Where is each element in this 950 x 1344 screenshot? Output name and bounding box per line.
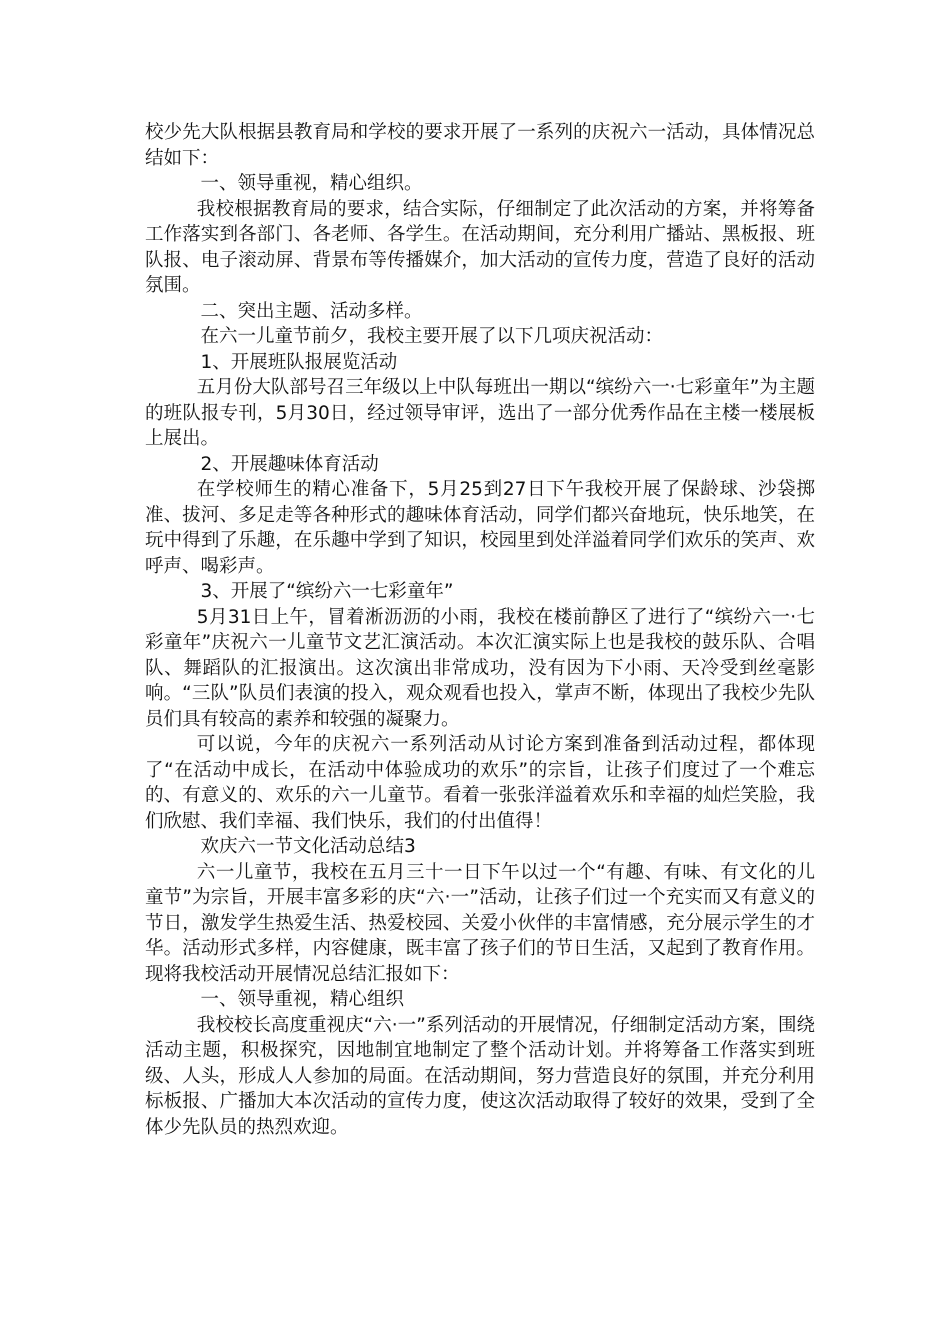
section-heading: 欢庆六一节文化活动总结3 [200, 836, 416, 857]
paragraph: 五月份大队部号召三年级以上中队每班出一期以“缤纷六一·七彩童年”为主题的班队报专刊，5月30日，经过领导审评，选出了一部分优秀作品在主楼一楼展板上展出。 [145, 377, 815, 449]
section-heading: 二、突出主题、活动多样。 [200, 300, 423, 322]
paragraph: 可以说，今年的庆祝六一系列活动从讨论方案到准备到活动过程，都体现了“在活动中成长，在活动中体验成功的欢乐”的宗旨，让孩子们度过了一个难忘的、有意义的、欢乐的六一儿童节。看着一张张洋溢着欢乐和幸福的灿烂笑脸，我们欣慰、我们幸福、我们快乐，我们的付出值得！ [145, 734, 815, 832]
section-heading: 1、开展班队报展览活动 [200, 351, 398, 373]
paragraph: 在学校师生的精心准备下，5月25到27日下午我校开展了保龄球、沙袋掷准、拔河、多足走等各种形式的趣味体育活动，同学们都兴奋地玩，快乐地笑，在玩中得到了乐趣，在乐趣中学到了知识，校园里到处洋溢着同学们欢乐的笑声、欢呼声、喝彩声。 [145, 479, 815, 577]
paragraph: 六一儿童节，我校在五月三十一日下午以过一个“有趣、有味、有文化的儿童节”为宗旨，开展丰富多彩的庆“六·一”活动，让孩子们过一个充实而又有意义的节日，激发学生热爱生活、热爱校园、关爱小伙伴的丰富情感，充分展示学生的才华。活动形式多样，内容健康，既丰富了孩子们的节日生活，又起到了教育作用。现将我校活动开展情况总结汇报如下： [145, 861, 815, 985]
section-heading: 3、开展了“缤纷六一七彩童年” [200, 581, 454, 602]
paragraph: 校少先大队根据县教育局和学校的要求开展了一系列的庆祝六一活动，具体情况总结如下： [145, 122, 815, 169]
paragraph: 我校校长高度重视庆“六·一”系列活动的开展情况，仔细制定活动方案，围绕活动主题，积极探究，因地制宜地制定了整个活动计划。并将筹备工作落实到班级、人头，形成人人参加的局面。在活动期间，努力营造良好的氛围，并充分利用标板报、广播加大本次活动的宣传力度，使这次活动取得了较好的效果，受到了全体少先队员的热烈欢迎。 [145, 1014, 815, 1138]
section-heading: 在六一儿童节前夕，我校主要开展了以下几项庆祝活动： [200, 326, 664, 347]
paragraph: 我校根据教育局的要求，结合实际，仔细制定了此次活动的方案，并将筹备工作落实到各部门、各老师、各学生。在活动期间，充分利用广播站、黑板报、班队报、电子滚动屏、背景布等传播媒介，加大活动的宣传力度，营造了良好的活动氛围。 [145, 198, 815, 296]
section-heading: 一、领导重视，精心组织。 [200, 173, 423, 194]
paragraph: 5月31日上午，冒着淅沥沥的小雨，我校在楼前静区了进行了“缤纷六一·七彩童年”庆祝六一儿童节文艺汇演活动。本次汇演实际上也是我校的鼓乐队、合唱队、舞蹈队的汇报演出。这次演出非常成功，没有因为下小雨、天冷受到丝毫影响。“三队”队员们表演的投入，观众观看也投入，掌声不断，体现出了我校少先队员们具有较高的素养和较强的凝聚力。 [145, 606, 815, 730]
section-heading: 2、开展趣味体育活动 [200, 453, 379, 475]
section-heading: 一、领导重视，精心组织 [200, 989, 405, 1010]
document-body [145, 120, 815, 1140]
